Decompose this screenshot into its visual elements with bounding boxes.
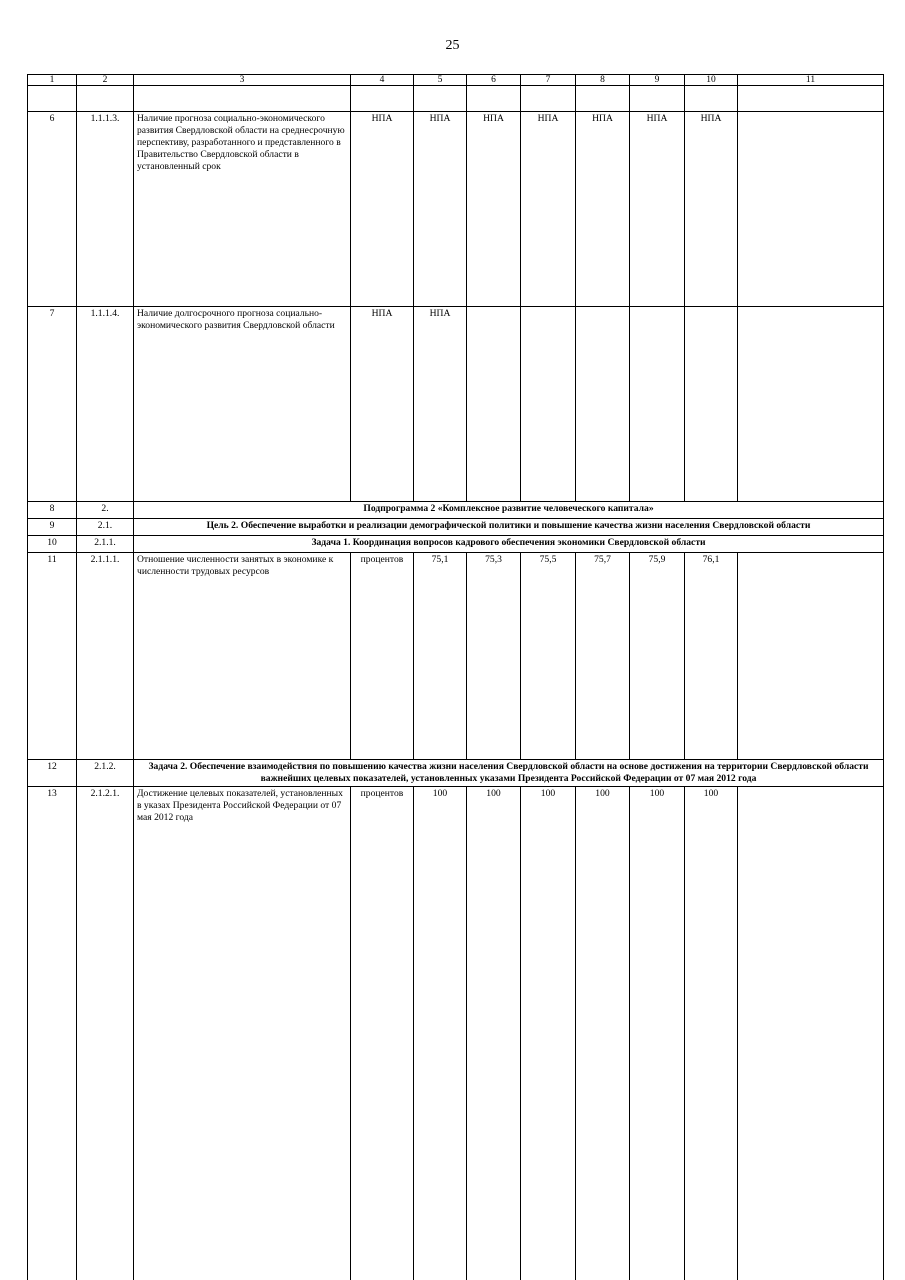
section-row: [28, 519, 884, 536]
unit-cell: [351, 86, 414, 112]
row-code: 2.1.2.1.: [77, 787, 134, 1280]
table-row: [28, 553, 884, 760]
value-cell: [521, 86, 576, 112]
row-number: 8: [28, 502, 77, 519]
table-row: [28, 307, 884, 502]
row-number: 13: [28, 787, 77, 1280]
indicators-table: [27, 74, 884, 1280]
table-row: [28, 112, 884, 307]
value-cell: [630, 307, 685, 502]
value-cell: НПА: [576, 112, 630, 307]
value-cell: [630, 86, 685, 112]
value-cell: 100: [576, 787, 630, 1280]
column-header: 1: [28, 75, 77, 86]
column-header: 11: [738, 75, 884, 86]
row-number: 10: [28, 536, 77, 553]
value-cell: 100: [467, 787, 521, 1280]
row-code: 2.1.1.1.: [77, 553, 134, 760]
row-number: 7: [28, 307, 77, 502]
value-cell: [685, 86, 738, 112]
value-cell: НПА: [521, 112, 576, 307]
value-cell: 100: [630, 787, 685, 1280]
section-title: Цель 2. Обеспечение выработки и реализации демографической политики и повышение качества жизни населения Свердловской области: [134, 519, 884, 536]
section-row: [28, 760, 884, 787]
unit-cell: процентов: [351, 787, 414, 1280]
table-row: [28, 86, 884, 112]
row-number: 6: [28, 112, 77, 307]
column-header: 5: [414, 75, 467, 86]
value-cell: 75,3: [467, 553, 521, 760]
value-cell: 100: [414, 787, 467, 1280]
column-header: 7: [521, 75, 576, 86]
value-cell: [414, 86, 467, 112]
section-row: [28, 536, 884, 553]
value-cell: НПА: [685, 112, 738, 307]
section-title: Подпрограмма 2 «Комплексное развитие человеческого капитала»: [134, 502, 884, 519]
unit-cell: НПА: [351, 112, 414, 307]
column-header: 6: [467, 75, 521, 86]
value-cell: [738, 86, 884, 112]
value-cell: [738, 787, 884, 1280]
value-cell: 100: [685, 787, 738, 1280]
value-cell: [576, 307, 630, 502]
value-cell: НПА: [414, 112, 467, 307]
value-cell: [467, 86, 521, 112]
unit-cell: НПА: [351, 307, 414, 502]
value-cell: [521, 307, 576, 502]
value-cell: [738, 112, 884, 307]
value-cell: [738, 553, 884, 760]
row-code: 2.1.: [77, 519, 134, 536]
unit-cell: процентов: [351, 553, 414, 760]
value-cell: НПА: [467, 112, 521, 307]
value-cell: 75,7: [576, 553, 630, 760]
value-cell: 100: [521, 787, 576, 1280]
row-number: 9: [28, 519, 77, 536]
value-cell: [467, 307, 521, 502]
indicator-name: Достижение целевых показателей, установленных в указах Президента Российской Федерации от 07 мая 2012 года: [134, 787, 351, 1280]
section-title: Задача 1. Координация вопросов кадрового обеспечения экономики Свердловской области: [134, 536, 884, 553]
row-code: 2.1.2.: [77, 760, 134, 787]
column-header: 8: [576, 75, 630, 86]
column-header: 3: [134, 75, 351, 86]
column-header: 2: [77, 75, 134, 86]
indicator-name: Наличие долгосрочного прогноза социально-экономического развития Свердловской области: [134, 307, 351, 502]
value-cell: НПА: [414, 307, 467, 502]
section-row: [28, 502, 884, 519]
row-code: 2.1.1.: [77, 536, 134, 553]
indicator-name: [134, 86, 351, 112]
page-number: 25: [0, 38, 905, 54]
value-cell: 75,9: [630, 553, 685, 760]
indicator-name: Отношение численности занятых в экономике к численности трудовых ресурсов: [134, 553, 351, 760]
column-header-row: [28, 75, 884, 86]
value-cell: [738, 307, 884, 502]
row-code: [77, 86, 134, 112]
value-cell: [685, 307, 738, 502]
value-cell: 75,1: [414, 553, 467, 760]
column-header: 9: [630, 75, 685, 86]
row-number: 11: [28, 553, 77, 760]
indicator-name: Наличие прогноза социально-экономического развития Свердловской области на среднесрочную перспективу, разработанного и представленного в Правительство Свердловской области в установленный срок: [134, 112, 351, 307]
value-cell: НПА: [630, 112, 685, 307]
column-header: 10: [685, 75, 738, 86]
value-cell: [576, 86, 630, 112]
value-cell: 76,1: [685, 553, 738, 760]
section-title: Задача 2. Обеспечение взаимодействия по повышению качества жизни населения Свердловской области на основе достижения на территории Свердловской области важнейших целевых показателей, установленных указами Президента Российской Федерации от 07 мая 2012 года: [134, 760, 884, 787]
value-cell: 75,5: [521, 553, 576, 760]
row-code: 1.1.1.4.: [77, 307, 134, 502]
table-row: [28, 787, 884, 1280]
row-code: 2.: [77, 502, 134, 519]
row-code: 1.1.1.3.: [77, 112, 134, 307]
row-number: 12: [28, 760, 77, 787]
row-number: [28, 86, 77, 112]
column-header: 4: [351, 75, 414, 86]
